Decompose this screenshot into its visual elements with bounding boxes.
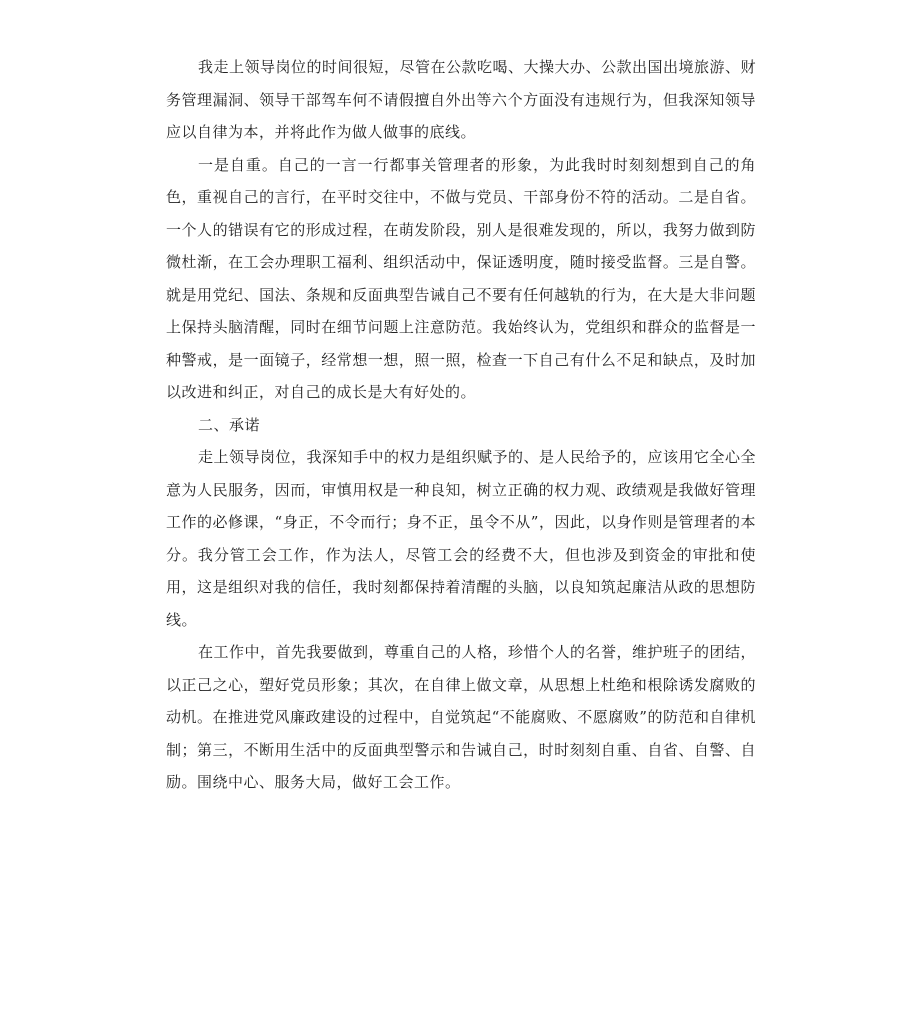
- paragraph-1: 我走上领导岗位的时间很短，尽管在公款吃喝、大操大办、公款出国出境旅游、财务管理漏洞、领导干部驾车何不请假擅自外出等六个方面没有违规行为，但我深知领导应以自律为本，并将此作为做人做事的底线。: [166, 58, 757, 141]
- paragraph-4: 在工作中，首先我要做到，尊重自己的人格，珍惜个人的名誉，维护班子的团结，以正己之心，塑好党员形象；其次，在自律上做文章，从思想上杜绝和根除诱发腐败的动机。在推进党风廉政建设的过程中，自觉筑起“不能腐败、不愿腐败”的防范和自律机制；第三，不断用生活中的反面典型警示和告诫自己，时时刻刻自重、自省、自警、自励。围绕中心、服务大局，做好工会工作。: [166, 643, 757, 791]
- document-page: [166, 51, 756, 799]
- section-heading: 二、承诺: [198, 415, 261, 434]
- paragraph-2: 一是自重。自己的一言一行都事关管理者的形象，为此我时时刻刻想到自己的角色，重视自己的言行，在平时交往中，不做与党员、干部身份不符的活动。二是自省。一个人的错误有它的形成过程，在萌发阶段，别人是很难发现的，所以，我努力做到防微杜渐，在工会办理职工福利、组织活动中，保证透明度，随时接受监督。三是自警。就是用党纪、国法、条规和反面典型告诫自己不要有任何越轨的行为，在大是大非问题上保持头脑清醒，同时在细节问题上注意防范。我始终认为，党组织和群众的监督是一种警戒，是一面镜子，经常想一想，照一照，检查一下自己有什么不足和缺点，及时加以改进和纠正，对自己的成长是大有好处的。: [166, 155, 756, 401]
- paragraph-3: 走上领导岗位，我深知手中的权力是组织赋予的、是人民给予的，应该用它全心全意为人民服务，因而，审慎用权是一种良知，树立正确的权力观、政绩观是我做好管理工作的必修课，“身正，不令而行；身不正，虽令不从”，因此，以身作则是管理者的本分。我分管工会工作，作为法人，尽管工会的经费不大，但也涉及到资金的审批和使用，这是组织对我的信任，我时刻都保持着清醒的头脑，以良知筑起廉洁从政的思想防线。: [166, 448, 757, 629]
